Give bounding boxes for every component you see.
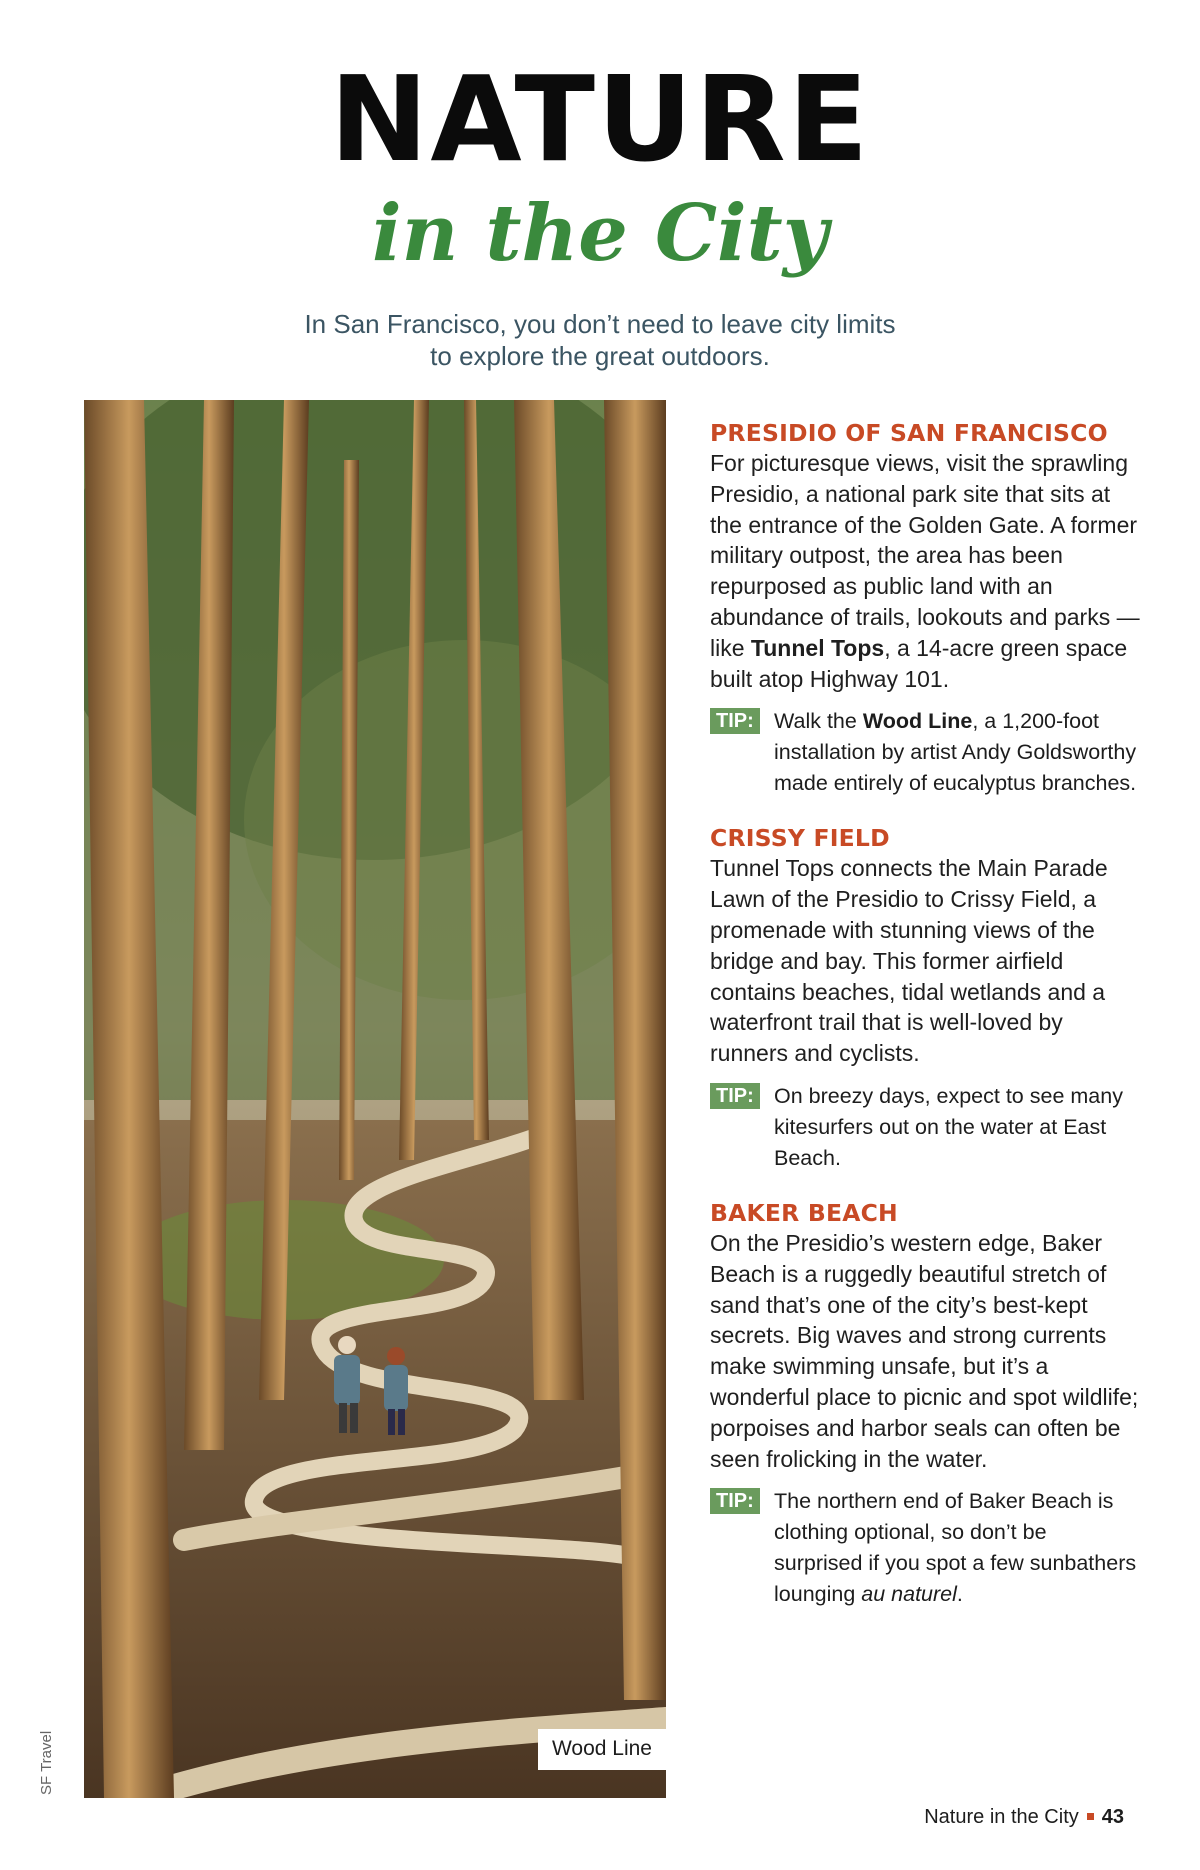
intro-line-1: In San Francisco, you don’t need to leave city limits [304,309,896,339]
footer-section-name: Nature in the City [924,1806,1079,1828]
intro-text [200,308,1000,372]
tip-text: Walk the [774,709,863,734]
section-heading: CRISSY FIELD [710,824,890,853]
section-heading: BAKER BEACH [710,1198,898,1227]
page-subtitle: in the City [371,188,829,279]
article-column [710,418,1140,1634]
tip-text: The northern end of Baker Beach is clothing optional, so don’t be surprised if you spot a few sunbathers lounging [774,1489,1137,1607]
section-presidio [710,418,1140,799]
tip-box [710,706,1140,799]
tip-bold: Wood Line [862,709,973,734]
section-baker-beach [710,1198,1140,1610]
tip-text: , a 1,200-foot installation by artist Andy Goldsworthy made entirely of eucalyptus branches. [774,709,1137,796]
wood-line-photo [84,400,666,1798]
tip-box [710,1081,1140,1174]
page-title: NATURE [329,50,871,188]
tip-text: . [956,1582,963,1607]
page-footer [924,1806,1124,1829]
tip-badge: TIP: [710,1488,760,1514]
tip-box [710,1486,1140,1610]
section-heading: PRESIDIO OF SAN FRANCISCO [710,419,1108,447]
publication-label: SF Travel [38,1730,55,1795]
tip-text: On breezy days, expect to see many kitesurfers out on the water at East Beach. [774,1083,1123,1170]
body-text: For picturesque views, visit the sprawling Presidio, a national park site that sits at the entrance of the Golden Gate. A former military outpost, the area has been repurposed as public land with an abundance of trails, lookouts and parks — like [710,450,1140,661]
tip-italic: au naturel [861,1582,957,1607]
section-body [710,448,1140,694]
footer-divider-square [1087,1813,1094,1820]
forest-path-illustration [84,400,666,1798]
tip-badge: TIP: [710,708,760,734]
section-crissy-field [710,823,1140,1174]
section-body: Tunnel Tops connects the Main Parade Lawn of the Presidio to Crissy Field, a promenade with stunning views of the bridge and bay. This former airfield contains beaches, tidal wetlands and a waterfront trail that is well-loved by runners and cyclists. [710,855,1108,1067]
tip-badge: TIP: [710,1083,760,1109]
body-bold: Tunnel Tops [750,634,885,661]
photo-caption: Wood Line [538,1729,666,1770]
section-body: On the Presidio’s western edge, Baker Beach is a ruggedly beautiful stretch of sand that’s one of the city’s best-kept secrets. Big waves and strong currents make swimming unsafe, but it’s a wonderful place to picnic and spot wildlife; porpoises and harbor seals can often be seen frolicking in the water. [710,1229,1139,1472]
intro-line-2: to explore the great outdoors. [430,341,770,371]
page-number: 43 [1101,1806,1124,1828]
body-text: , a 14-acre green space built atop Highway 101. [710,634,1128,692]
